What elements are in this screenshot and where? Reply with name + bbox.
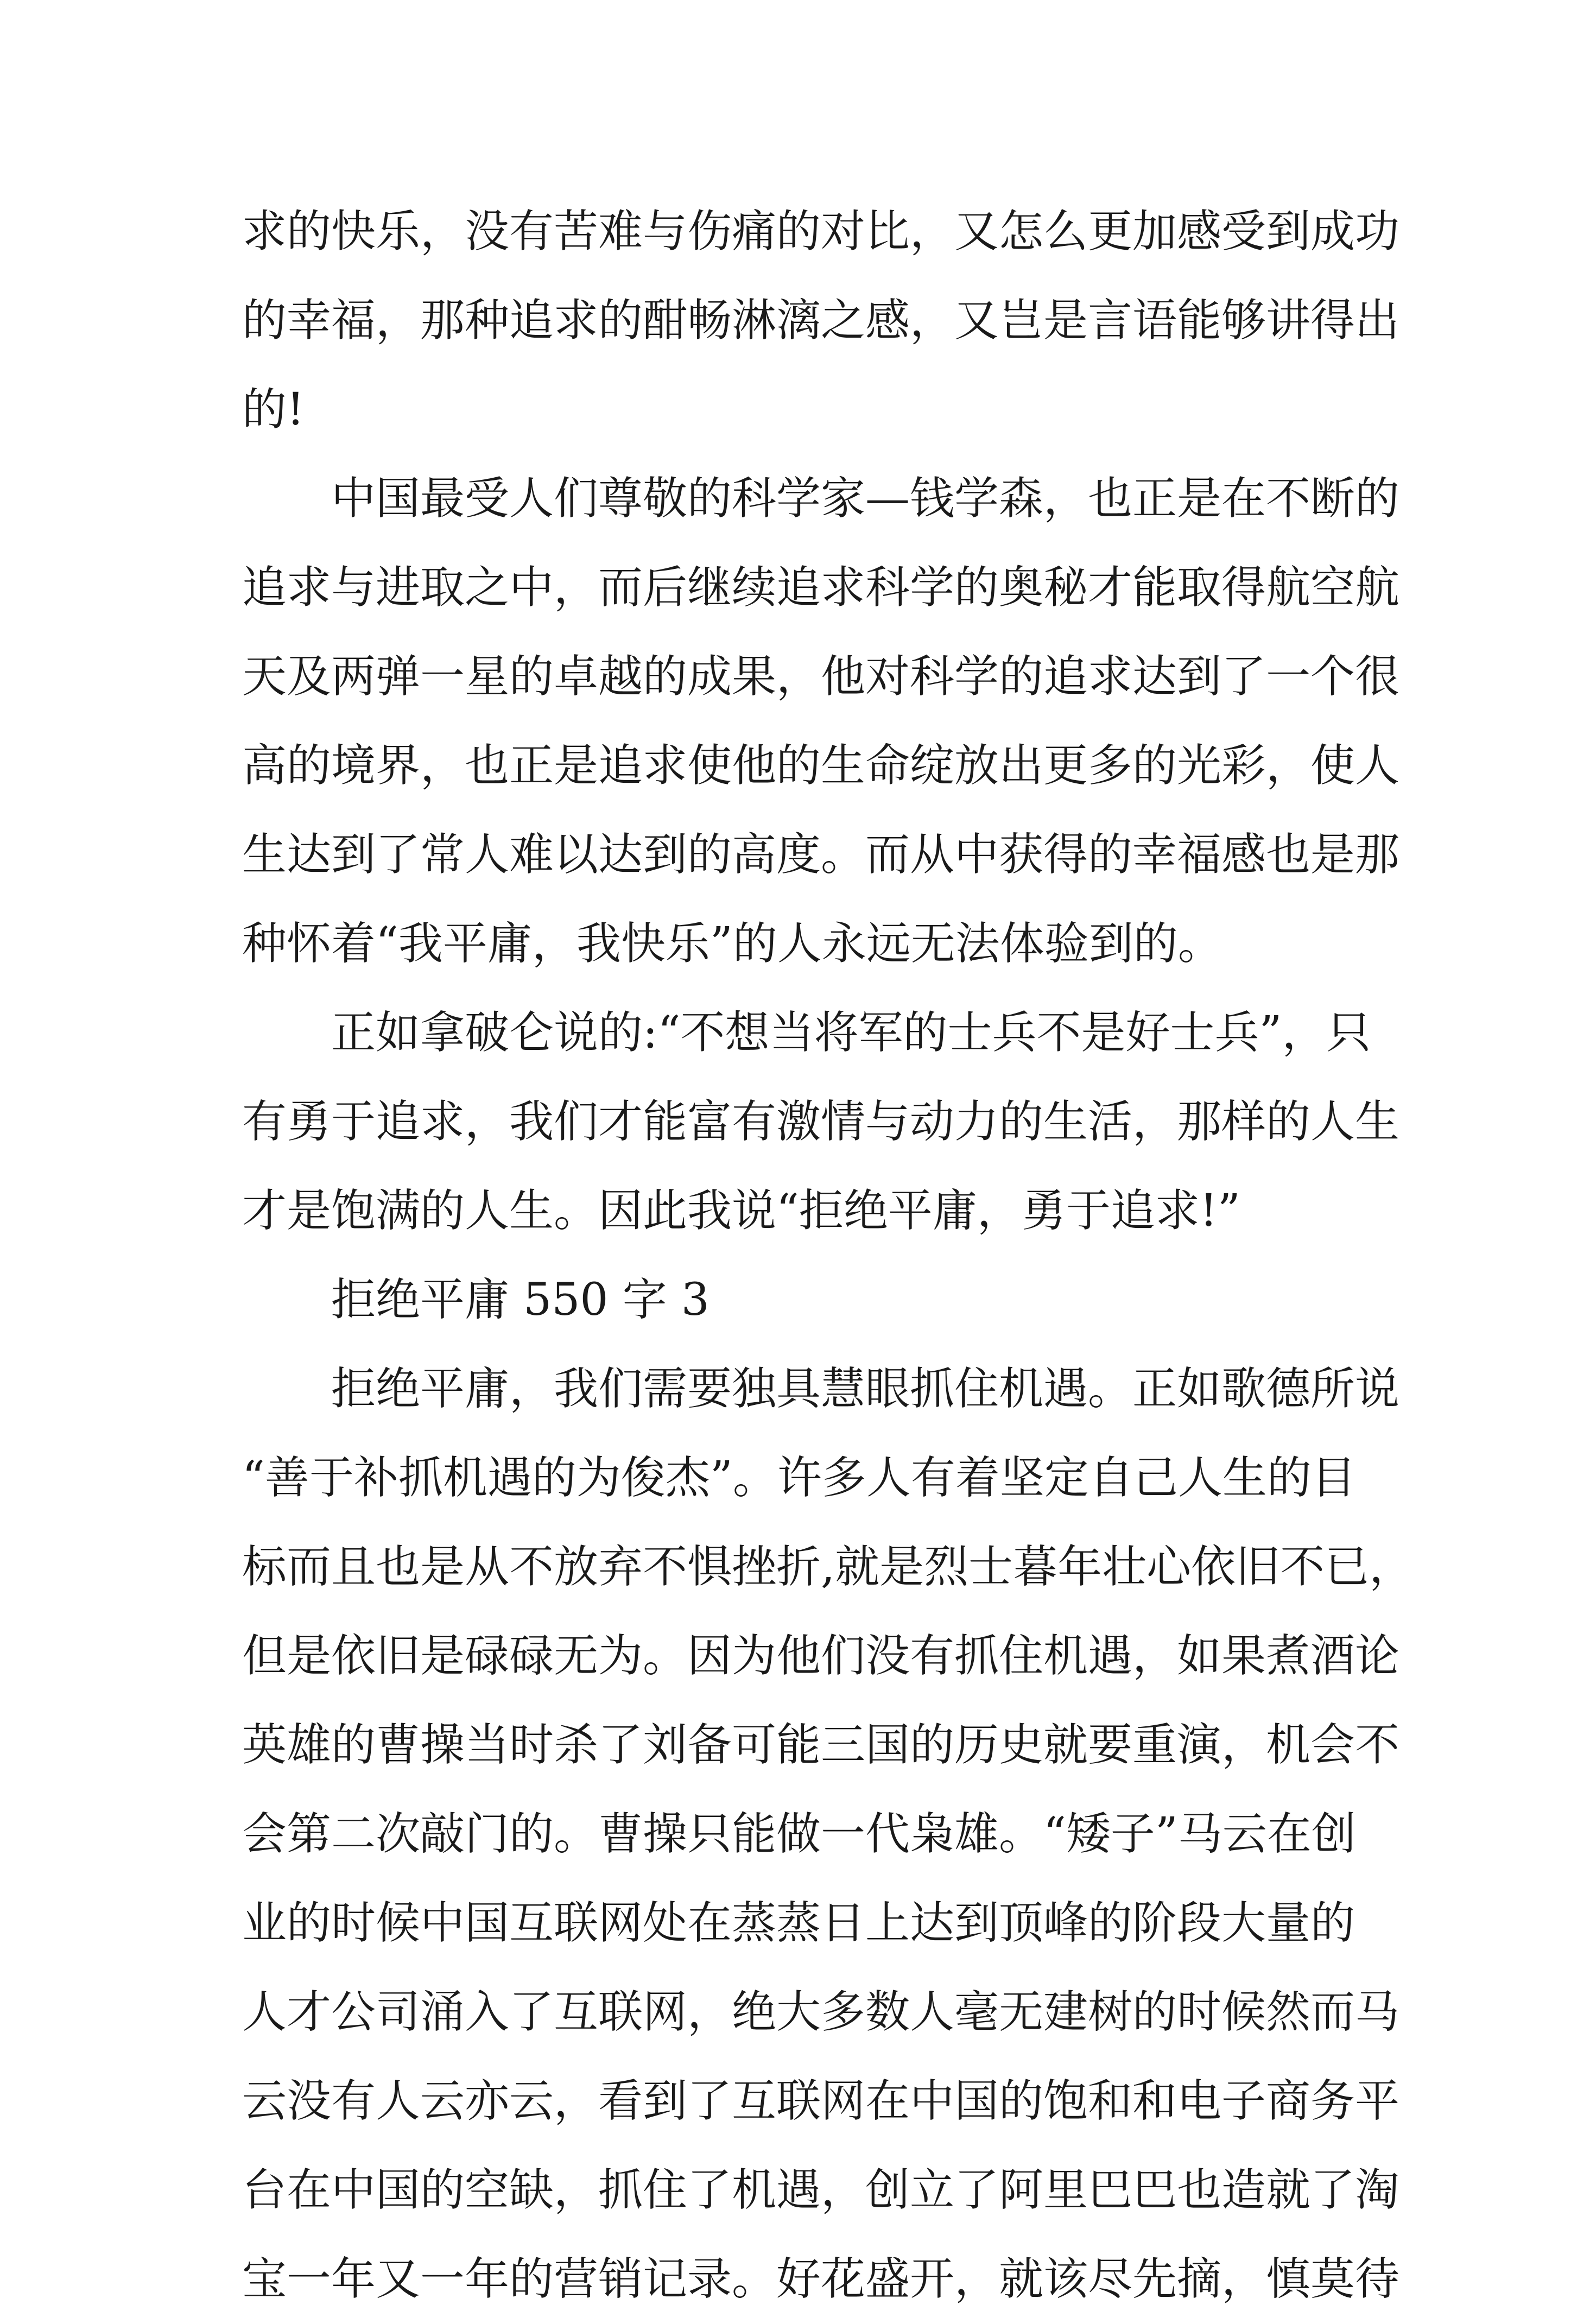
- text-line: 但是依旧是碌碌无为。因为他们没有抓住机遇，如果煮酒论: [242, 1630, 1400, 1682]
- text-line: 拒绝平庸 550 字 3: [331, 1274, 710, 1326]
- body-text: [242, 187, 1414, 2324]
- text-line: 英雄的曹操当时杀了刘备可能三国的历史就要重演，机会不: [242, 1719, 1400, 1771]
- text-line: 才是饱满的人生。因此我说“拒绝平庸，勇于追求!”: [242, 1185, 1240, 1237]
- text-line: 拒绝平庸，我们需要独具慧眼抓住机遇。正如歌德所说: [331, 1363, 1400, 1415]
- text-line: 宝一年又一年的营销记录。好花盛开，就该尽先摘，慎莫待: [242, 2253, 1400, 2305]
- text-line: 台在中国的空缺，抓住了机遇，创立了阿里巴巴也造就了淘: [242, 2164, 1400, 2216]
- text-line: 云没有人云亦云，看到了互联网在中国的饱和和电子商务平: [242, 2075, 1400, 2127]
- text-line: 种怀着“我平庸，我快乐”的人永远无法体验到的。: [242, 918, 1222, 970]
- text-line: 天及两弹一星的卓越的成果，他对科学的追求达到了一个很: [242, 651, 1400, 702]
- text-line: 正如拿破仑说的:“不想当将军的士兵不是好士兵”，只: [331, 1007, 1371, 1059]
- text-line: 中国最受人们尊敬的科学家—钱学森，也正是在不断的: [331, 473, 1400, 524]
- text-line: “善于补抓机遇的为俊杰”。许多人有着坚定自己人生的目: [242, 1452, 1356, 1504]
- text-line: 生达到了常人难以达到的高度。而从中获得的幸福感也是那: [242, 829, 1400, 881]
- text-line: 的幸福，那种追求的酣畅淋漓之感，又岂是言语能够讲得出: [242, 295, 1400, 346]
- text-line: 标而且也是从不放弃不惧挫折,就是烈士暮年壮心依旧不已，: [242, 1541, 1414, 1593]
- text-line: 的!: [242, 384, 305, 435]
- text-line: 追求与进取之中，而后继续追求科学的奥秘才能取得航空航: [242, 562, 1400, 613]
- text-line: 求的快乐，没有苦难与伤痛的对比，又怎么更加感受到成功: [242, 206, 1400, 257]
- text-line: 会第二次敲门的。曹操只能做一代枭雄。“矮子”马云在创: [242, 1808, 1356, 1860]
- text-line: 有勇于追求，我们才能富有激情与动力的生活，那样的人生: [242, 1096, 1400, 1148]
- text-line: 高的境界，也正是追求使他的生命绽放出更多的光彩，使人: [242, 740, 1400, 791]
- text-line: 业的时候中国互联网处在蒸蒸日上达到顶峰的阶段大量的: [242, 1897, 1355, 1949]
- text-line: 人才公司涌入了互联网，绝大多数人毫无建树的时候然而马: [242, 1986, 1400, 2038]
